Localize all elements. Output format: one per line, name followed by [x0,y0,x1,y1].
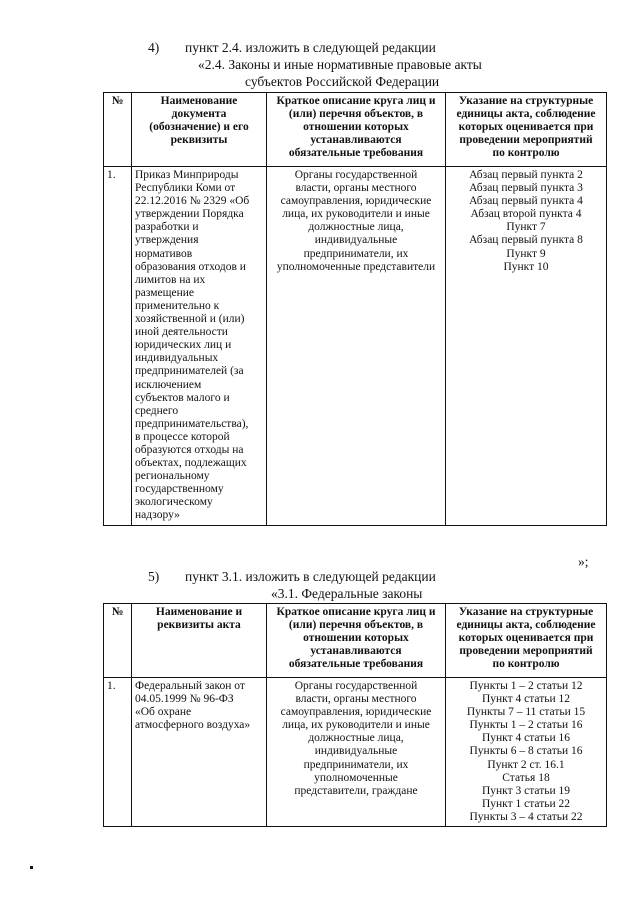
row-description-line: лица, их руководители и иные [282,208,430,221]
row-document-line: субъектов малого и [135,391,230,404]
row-document-line: юридических лиц и [135,339,232,352]
row-units-line: Пункты 1 – 2 статьи 16 [469,719,583,732]
table-header-row [104,604,607,678]
header-description-line: Краткое описание круга лиц и [276,95,436,107]
row-units-line: Пункт 7 [506,221,546,234]
row-document-line: среднего [135,404,179,417]
header-description-line: обязательные требования [288,658,424,671]
header-document-line: реквизиты [170,134,228,147]
row-description-line: власти, органы местного [295,182,417,195]
row-document-line: Приказ Минприроды [135,169,239,181]
row-document-line: государственному [135,483,224,496]
row-units-line: Пункт 2 ст. 16.1 [487,758,565,771]
header-units-line: по контролю [492,658,560,671]
row-document-line: лимитов на их [135,273,206,286]
header-units-line: единицы акта, соблюдение [456,619,596,632]
row-description-line: самоуправления, юридические [280,706,432,719]
scan-speck [30,866,33,869]
row-description [267,167,446,526]
row-description-line: самоуправления, юридические [280,195,432,208]
row-number: 1. [104,678,132,827]
row-description-line: должностные лица, [308,732,404,745]
row-units-line: Пункт 3 статьи 19 [481,784,571,797]
header-description-line: устанавливаются [310,134,402,147]
header-description-line: обязательные требования [288,147,424,160]
row-document-line: предпринимательства), [135,417,249,430]
row-document-line: образуются отходы на [135,443,244,456]
row-document-line: в процессе которой [135,430,230,443]
row-units-line: Пункты 6 – 8 статьи 16 [469,745,583,758]
row-document-line: утверждения [135,234,199,247]
header-description [267,604,446,678]
row-units-line: Пункт 4 статьи 12 [481,693,571,706]
row-document-line: исключением [135,378,202,391]
row-document-line: образования отходов и [135,260,246,273]
header-document-line: (обозначение) и его [149,121,249,134]
row-description-line: индивидуальные [314,745,398,758]
row-units [446,167,607,526]
header-units-line: Указание на структурные [458,95,594,107]
row-units-line: Абзац первый пункта 8 [469,234,583,247]
row-document-line: надзору» [135,509,180,522]
section4-instruction: пункт 2.4. изложить в следующей редакции [185,40,436,55]
header-units-line: проведении мероприятий [459,645,593,658]
table-federal-laws [103,603,607,827]
row-units-line: Пункт 4 статьи 16 [481,732,571,745]
header-document [132,604,267,678]
row-description-line: власти, органы местного [295,693,417,706]
row-units-line: Абзац первый пункта 2 [469,169,583,181]
header-description-line: отношении которых [303,632,409,645]
header-description-line: отношении которых [303,121,409,134]
header-units-line: проведении мероприятий [459,134,593,147]
row-document [132,678,267,827]
row-units-line: Пункт 9 [506,247,546,260]
header-units-line: по контролю [492,147,560,160]
row-document-line: Федеральный закон от [135,680,245,692]
header-description-line: Краткое описание круга лиц и [276,606,436,618]
section4-number: 4) [148,40,160,55]
row-document-line: экологическому [135,496,213,509]
row-units [446,678,607,827]
row-units-line: Абзац второй пункта 4 [470,208,582,221]
table-row [104,678,607,827]
row-description-line: представители, граждане [294,784,418,797]
row-document-line: хозяйственной и (или) [135,313,245,326]
header-units [446,604,607,678]
header-units-line: которых оценивается при [458,632,594,645]
row-units-line: Абзац первый пункта 4 [469,195,583,208]
row-units-line: Пункты 3 – 4 статьи 22 [469,810,583,823]
row-document-line: нормативов [135,247,193,260]
header-units-line: единицы акта, соблюдение [456,108,596,121]
row-document-line: региональному [135,470,210,483]
header-document-line: реквизиты акта [157,619,241,632]
row-units-line: Статья 18 [502,771,550,784]
row-units-line: Пункт 10 [503,260,549,273]
header-description [267,93,446,167]
header-number: № [104,604,132,678]
row-document-line: предпринимателей (за [135,365,244,378]
section5-heading: «3.1. Федеральные законы [271,586,423,601]
row-document-line: применительно к [135,299,220,312]
row-units-line: Пункт 1 статьи 22 [481,797,571,810]
header-number: № [104,93,132,167]
header-units-line: которых оценивается при [458,121,594,134]
row-description-line: Органы государственной [294,169,418,181]
section4-heading-line1: «2.4. Законы и иные нормативные правовые акты [198,57,482,72]
row-description-line: предприниматели, их [303,247,409,260]
row-document-line: атмосферного воздуха» [135,719,251,732]
row-document-line: 22.12.2016 № 2329 «Об [135,195,250,208]
row-description-line: должностные лица, [308,221,404,234]
row-number: 1. [104,167,132,526]
header-document [132,93,267,167]
table-row [104,167,607,526]
row-document-line: размещение [135,286,194,299]
header-units-line: Указание на структурные [458,606,594,618]
row-description-line: уполномоченные [314,771,398,784]
header-document-line: Наименование и [155,606,243,618]
header-document-line: документа [171,108,227,121]
row-units-line: Абзац первый пункта 3 [469,182,583,195]
row-description-line: Органы государственной [294,680,418,692]
row-units-line: Пункты 7 – 11 статьи 15 [466,706,586,719]
header-description-line: (или) перечня объектов, в [288,108,424,121]
table-regional-acts [103,92,607,526]
row-description-line: уполномоченные представители [276,260,436,273]
table1-closing-quote: »; [578,554,589,569]
section5-number: 5) [148,569,160,584]
row-document-line: утверждении Порядка [135,208,244,221]
row-description-line: предприниматели, их [303,758,409,771]
section4-heading-line2: субъектов Российской Федерации [245,74,440,89]
row-units-line: Пункты 1 – 2 статьи 12 [469,680,583,692]
row-document-line: иной деятельности [135,326,228,339]
row-document-line: разработки и [135,221,199,234]
row-document-line: объектах, подлежащих [135,457,247,470]
row-document-line: «Об охране [135,706,192,719]
header-description-line: (или) перечня объектов, в [288,619,424,632]
row-document-line: индивидуальных [135,352,219,365]
row-document-line: Республики Коми от [135,182,236,195]
header-units [446,93,607,167]
header-document-line: Наименование [160,95,238,107]
header-description-line: устанавливаются [310,645,402,658]
row-document-line: 04.05.1999 № 96-ФЗ [135,693,234,706]
row-description-line: лица, их руководители и иные [282,719,430,732]
row-description-line: индивидуальные [314,234,398,247]
section5-instruction: пункт 3.1. изложить в следующей редакции [185,569,436,584]
row-document [132,167,267,526]
table-header-row [104,93,607,167]
row-description [267,678,446,827]
